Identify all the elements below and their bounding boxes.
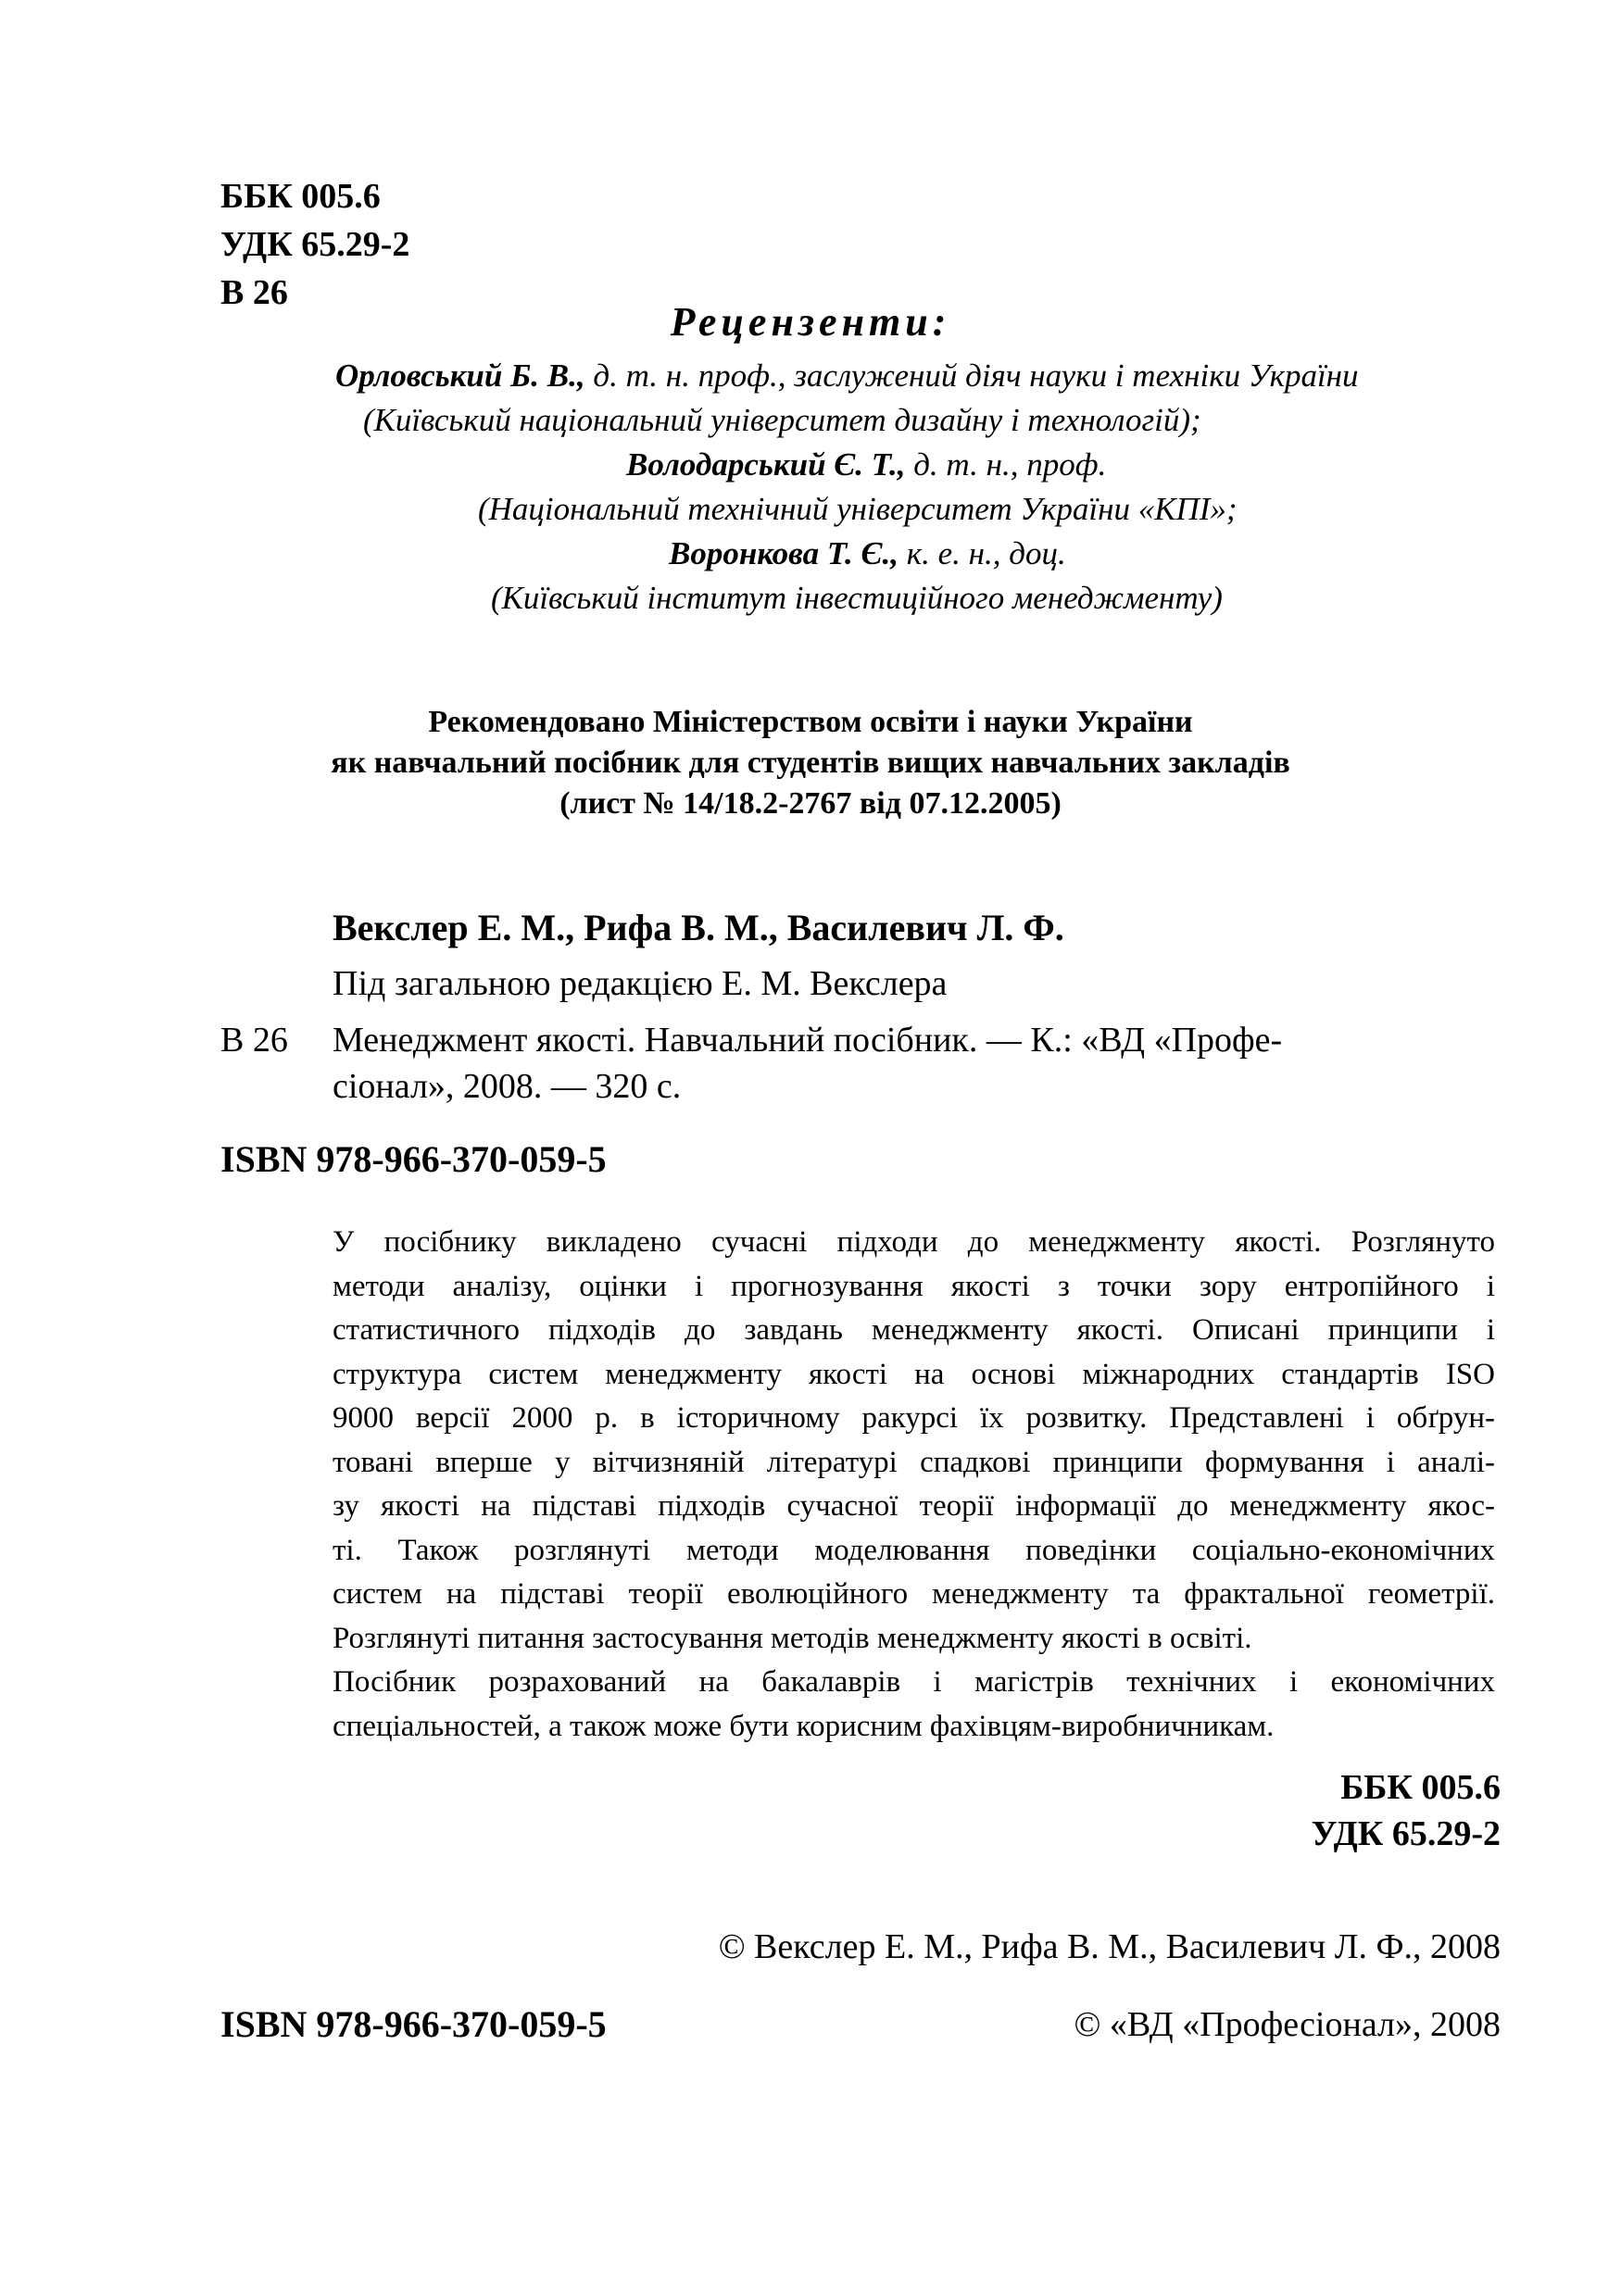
book-authors: Векслер Е. М., Рифа В. М., Василевич Л. Ф. (333, 907, 1064, 948)
reviewer-3-affiliation: (Київський інститут інвестиційного менеджменту) (491, 580, 1223, 616)
udk-code-bottom: УДК 65.29-2 (1311, 1814, 1501, 1853)
reviewer-2-line (626, 443, 1106, 487)
annotation-line: структура систем менеджменту якості на основі міжнародних стандартів ISO (333, 1357, 1495, 1391)
copyright-authors: © Векслер Е. М., Рифа В. М., Василевич Л. Ф., 2008 (718, 1927, 1501, 1966)
recommendation-line-1: Рекомендовано Міністерством освіти і науки України (428, 705, 1193, 739)
annotation-line: зу якості на підставі підходів сучасної теорії інформації до менеджменту якос- (333, 1489, 1495, 1523)
reviewers-heading: Рецензенти: (670, 299, 951, 345)
reviewer-2-degree: д. т. н., проф. (905, 446, 1107, 483)
recommendation-line-2: як навчальний посібник для студентів вищих навчальних закладів (331, 746, 1290, 780)
annotation-line: 9000 версії 2000 р. в історичному ракурсі їх розвитку. Представлені і обґрун- (333, 1401, 1495, 1435)
reviewer-1-affiliation: (Київський національний університет дизайну і технологій); (363, 402, 1201, 438)
recommendation-line-3: (лист № 14/18.2-2767 від 07.12.2005) (559, 786, 1062, 821)
reviewer-3-line (669, 532, 1066, 576)
bbk-code: ББК 005.6 (220, 177, 381, 216)
reviewer-3-name: Воронкова Т. Є., (669, 535, 899, 571)
isbn-bottom: ISBN 978-966-370-059-5 (220, 2003, 607, 2045)
annotation-line: У посібнику викладено сучасні підходи до менеджменту якості. Розглянуто (333, 1225, 1495, 1259)
reviewer-3-degree: к. е. н., доц. (898, 535, 1066, 571)
isbn-main: ISBN 978-966-370-059-5 (220, 1138, 607, 1180)
classification-top (220, 172, 409, 317)
classification-bottom (1312, 1764, 1501, 1857)
book-entry-line-2: сіонал», 2008. — 320 с. (333, 1067, 682, 1106)
reviewer-1-degree: д. т. н. проф., заслужений діяч науки і техніки України (584, 358, 1359, 394)
reviewer-1-line (335, 354, 1359, 398)
annotation-line: методи аналізу, оцінки і прогнозування якості з точки зору ентропійного і (333, 1269, 1495, 1303)
reviewer-1-name: Орловський Б. В., (335, 358, 585, 394)
annotation-line: ті. Також розглянуті методи моделювання поведінки соціально-економічних (333, 1533, 1495, 1567)
bbk-code-bottom: ББК 005.6 (1340, 1768, 1501, 1807)
book-editor: Під загальною редакцією Е. М. Векслера (333, 964, 948, 1003)
udk-code: УДК 65.29-2 (220, 225, 410, 264)
author-mark: В 26 (220, 273, 288, 312)
book-entry-line-1: Менеджмент якості. Навчальний посібник. — К.: «ВД «Профе- (333, 1021, 1283, 1060)
annotation-line: Посібник розрахований на бакалаврів і магістрів технічних і економічних (333, 1665, 1495, 1699)
annotation-line: спеціальностей, а також може бути корисним фахівцям-виробничникам. (333, 1709, 1275, 1743)
reviewer-2-affiliation: (Національний технічний університет України «КПІ»; (478, 491, 1238, 527)
copyright-publisher: © «ВД «Професіонал», 2008 (1074, 2005, 1501, 2044)
annotation-line: систем на підставі теорії еволюційного менеджменту та фрактальної геометрії. (333, 1577, 1495, 1611)
annotation-line: статистичного підходів до завдань менеджменту якості. Описані принципи і (333, 1313, 1495, 1347)
reviewer-2-name: Володарський Є. Т., (626, 446, 906, 483)
annotation-line: товані вперше у вітчизняній літературі спадкові принципи формування і аналі- (333, 1445, 1495, 1479)
annotation-line: Розглянуті питання застосування методів менеджменту якості в освіті. (333, 1621, 1252, 1655)
book-code: В 26 (220, 1021, 288, 1060)
annotation (333, 1221, 1495, 1749)
